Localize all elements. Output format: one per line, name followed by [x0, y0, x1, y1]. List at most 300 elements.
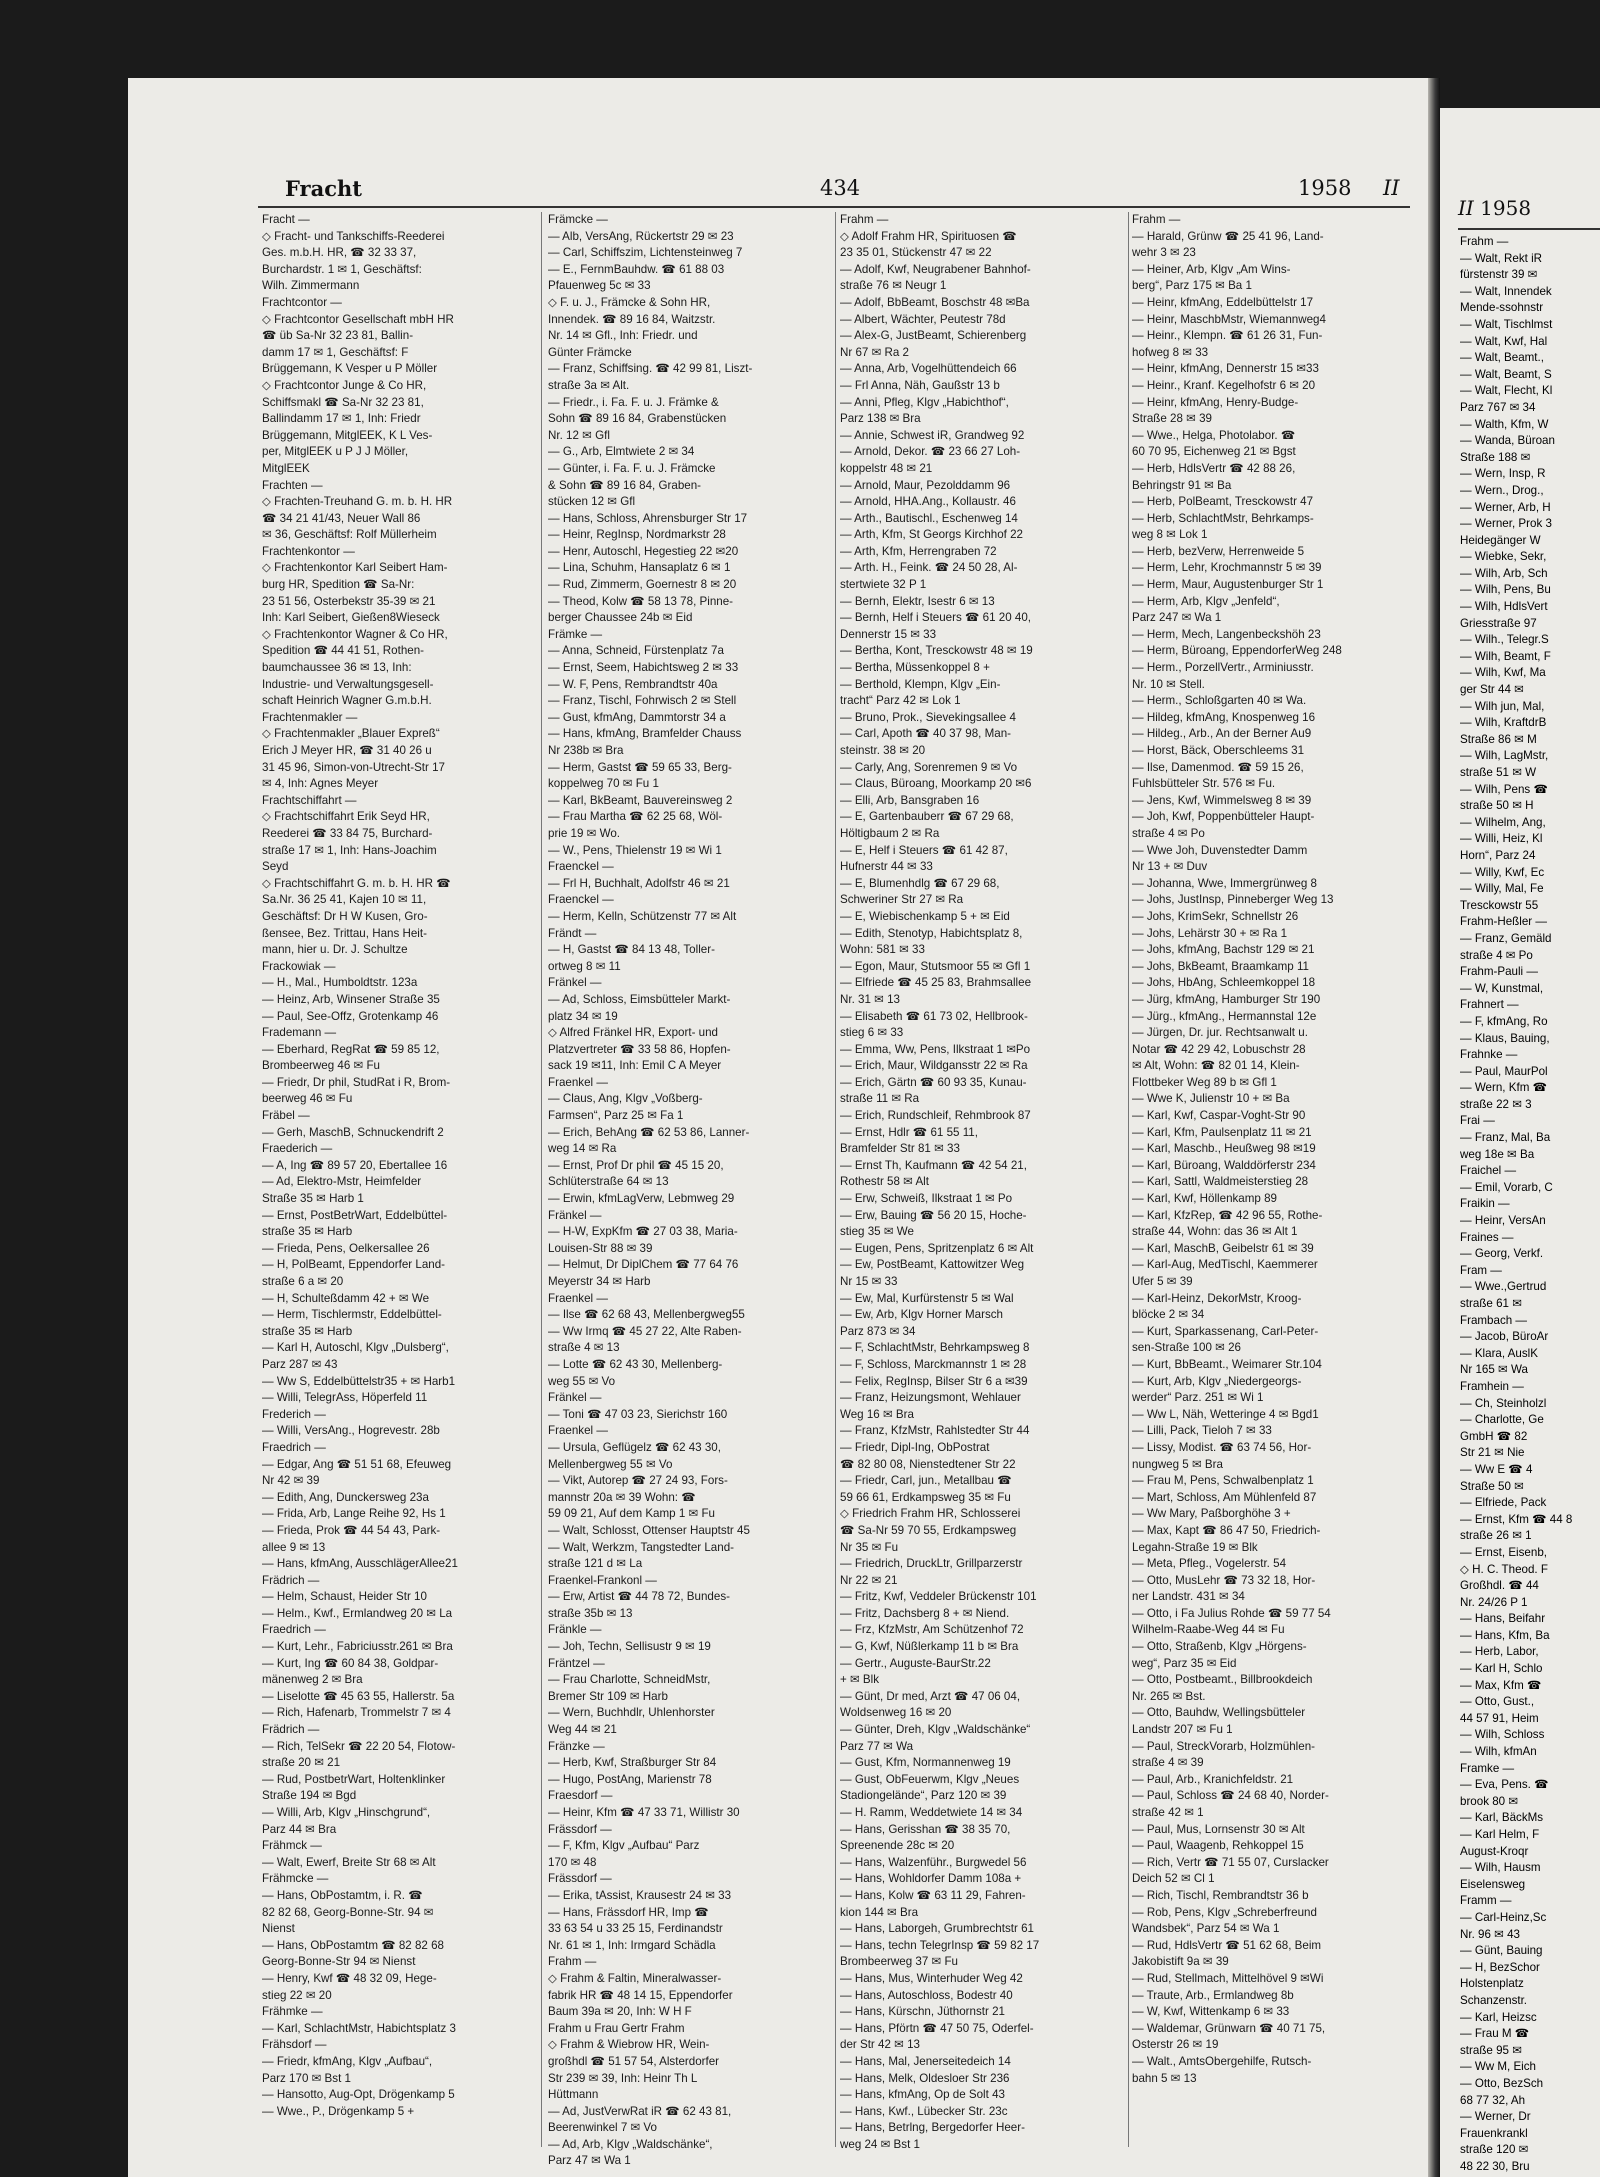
directory-entry-line: — Bernh, Helf i Steuers ☎ 61 20 40,: [840, 611, 1032, 625]
directory-entry-line: straße 4 ✉ 13: [548, 1341, 620, 1355]
directory-entry-line: Nr 13 + ✉ Duv: [1132, 860, 1208, 874]
directory-entry-line: — Otto, BezSch: [1460, 2076, 1544, 2090]
directory-entry-line: Frahm —: [840, 213, 889, 226]
directory-entry-line: — Heinr, Kfm ☎ 47 33 71, Willistr 30: [548, 1806, 740, 1819]
directory-entry-line: — Wern, Insp, R: [1460, 467, 1546, 481]
directory-entry-line: Fraedrich —: [262, 1623, 326, 1637]
directory-entry-line: straße 20 ✉ 21: [262, 1756, 341, 1770]
directory-entry-line: — Günter, Dreh, Klgv „Waldschänke“: [840, 1723, 1031, 1737]
directory-entry-line: — E, Helf i Steuers ☎ 61 42 87,: [840, 843, 1008, 857]
directory-entry-line: — Wilh, KraftdrB: [1460, 716, 1547, 730]
directory-entry-line: ☎ Sa-Nr 59 70 55, Erdkampsweg: [840, 1523, 1017, 1537]
directory-entry-line: — Arnold, Dekor. ☎ 23 66 27 Loh-: [840, 445, 1021, 459]
directory-entry-line: Wilh. Zimmermann: [262, 279, 360, 293]
directory-entry-line: — Wwe., P., Drögenkamp 5 +: [262, 2104, 415, 2118]
directory-entry-line: Främcke —: [548, 213, 608, 226]
directory-entry-line: — Ww S, Eddelbüttelstr35 + ✉ Harb1: [262, 1374, 456, 1388]
directory-entry-line: — Karl H, Schlo: [1460, 1662, 1543, 1676]
directory-entry-line: Weg 16 ✉ Bra: [840, 1407, 914, 1421]
directory-entry-line: Heidegänger W: [1460, 533, 1541, 547]
directory-entry-line: Frahm-Pauli —: [1460, 965, 1538, 979]
directory-entry-line: ✉ Alt, Wohn: ☎ 82 01 14, Klein-: [1132, 1059, 1300, 1073]
directory-entry-line: — Otto, i Fa Julius Rohde ☎ 59 77 54: [1132, 1606, 1331, 1620]
directory-entry-line: — Johs, Lehärstr 30 + ✉ Ra 1: [1132, 926, 1288, 940]
directory-entry-line: Nr 35 ✉ Fu: [840, 1540, 899, 1554]
directory-entry-line: Frambach —: [1460, 1313, 1528, 1327]
directory-entry-line: — Lissy, Modist. ☎ 63 74 56, Hor-: [1132, 1440, 1312, 1454]
directory-entry-line: Griesstraße 97: [1460, 616, 1537, 630]
directory-entry-line: ◇ Frachtenkontor Wagner & Co HR,: [262, 627, 448, 641]
directory-entry-line: — Harald, Grünw ☎ 25 41 96, Land-: [1132, 229, 1324, 243]
directory-entry-line: — H, PolBeamt, Eppendorfer Land-: [262, 1258, 446, 1272]
entry-list: [1460, 234, 1600, 2175]
directory-entry-line: — Karl, Kwf, Höllenkamp 89: [1132, 1192, 1277, 1206]
directory-entry-line: — Willi, Arb, Klgv „Hinschgrund“,: [262, 1806, 431, 1819]
directory-entry-line: Parz 247 ✉ Wa 1: [1132, 611, 1222, 625]
directory-entry-line: Parz 170 ✉ Bst 1: [262, 2071, 351, 2085]
directory-entry-line: + ✉ Blk: [840, 1673, 880, 1687]
directory-entry-line: Frahnke —: [1460, 1048, 1518, 1062]
directory-entry-line: — Wilh, Schloss: [1460, 1728, 1545, 1742]
directory-entry-line: — Eugen, Pens, Spritzenplatz 6 ✉ Alt: [840, 1241, 1034, 1255]
directory-entry-line: allee 9 ✉ 13: [262, 1540, 326, 1554]
directory-entry-line: — Hans, Kürschn, Jüthornstr 21: [840, 2005, 1005, 2019]
directory-entry-line: Osterstr 26 ✉ 19: [1132, 2038, 1219, 2052]
directory-entry-line: Mellenbergweg 55 ✉ Vo: [548, 1457, 673, 1471]
directory-entry-line: Fraikin —: [1460, 1197, 1510, 1211]
directory-entry-line: — Willy, Mal, Fe: [1460, 882, 1544, 896]
directory-column-2: [548, 212, 831, 2168]
directory-entry-line: Fraenkel —: [548, 1291, 608, 1305]
directory-entry-line: — Hans, ObPostamtm ☎ 82 82 68: [262, 1938, 444, 1952]
directory-entry-line: Georg-Bonne-Str 94 ✉ Nienst: [262, 1955, 416, 1969]
directory-entry-line: stieg 22 ✉ 20: [262, 1988, 332, 2002]
directory-entry-line: Günter Främcke: [548, 345, 632, 359]
directory-entry-line: — Karl, Büroang, Walddörferstr 234: [1132, 1158, 1316, 1172]
directory-entry-line: nungweg 5 ✉ Bra: [1132, 1457, 1223, 1471]
directory-entry-line: — Mart, Schloss, Am Mühlenfeld 87: [1132, 1490, 1317, 1504]
directory-entry-line: — Emma, Ww, Pens, Ilkstraat 1 ✉Po: [840, 1042, 1031, 1056]
directory-entry-line: — Wilh, Kwf, Ma: [1460, 666, 1546, 680]
directory-entry-line: — H, Gastst ☎ 84 13 48, Toller-: [548, 943, 715, 957]
directory-entry-line: — Ursula, Geflügelz ☎ 62 43 30,: [548, 1440, 721, 1454]
directory-entry-line: — W, Kunstmal,: [1460, 981, 1544, 995]
directory-entry-line: — Herb, HdlsVertr ☎ 42 88 26,: [1132, 461, 1296, 475]
directory-entry-line: Wohn: 581 ✉ 33: [840, 943, 925, 957]
directory-entry-line: — Werner, Dr: [1460, 2110, 1531, 2124]
directory-entry-line: Brüggemann, MitglEEK, K L Ves-: [262, 428, 433, 442]
directory-entry-line: — W, Kwf, Wittenkamp 6 ✉ 33: [1132, 2005, 1290, 2019]
directory-entry-line: — Paul, See-Offz, Grotenkamp 46: [262, 1009, 439, 1023]
directory-entry-line: großhdl ☎ 51 57 54, Alsterdorfer: [548, 2054, 720, 2068]
directory-entry-line: — E, Gartenbauberr ☎ 67 29 68,: [840, 810, 1014, 824]
directory-entry-line: — Wilh, Pens, Bu: [1460, 583, 1551, 597]
right-page-column: [1460, 234, 1600, 2173]
directory-entry-line: — Klara, AuslK: [1460, 1346, 1538, 1360]
directory-entry-line: — Helmut, Dr DiplChem ☎ 77 64 76: [548, 1258, 739, 1272]
directory-entry-line: — Erw, Schweiß, Ilkstraat 1 ✉ Po: [840, 1192, 1013, 1206]
page-number: 434: [820, 176, 861, 200]
directory-entry-line: — Jürg., kfmAng., Hermannstal 12e: [1132, 1009, 1317, 1023]
directory-entry-line: — Walt, Kwf, Hal: [1460, 334, 1548, 348]
directory-entry-line: Frähsdorf —: [262, 2038, 327, 2052]
directory-entry-line: — Ad, Arb, Klgv „Waldschänke“,: [548, 2137, 713, 2151]
directory-entry-line: schaft Heinrich Wagner G.m.b.H.: [262, 694, 432, 708]
directory-entry-line: — Ernst, PostBetrWart, Eddelbüttel-: [262, 1208, 448, 1222]
directory-entry-line: — Johs, HbAng, Schleemkoppel 18: [1132, 976, 1316, 990]
directory-entry-line: — Kurt, Arb, Klgv „Niedergeorgs-: [1132, 1374, 1302, 1388]
directory-entry-line: blöcke 2 ✉ 34: [1132, 1308, 1205, 1322]
directory-entry-line: — Wanda, Büroan: [1460, 434, 1555, 448]
directory-entry-line: — Frau Martha ☎ 62 25 68, Wöl-: [548, 810, 723, 824]
directory-entry-line: 82 82 68, Georg-Bonne-Str. 94 ✉: [262, 1905, 434, 1919]
directory-entry-line: baumchaussee 36 ✉ 13, Inh:: [262, 661, 412, 675]
directory-entry-line: — Herb, SchlachtMstr, Behrkamps-: [1132, 511, 1314, 525]
directory-entry-line: — Berthold, Klempn, Klgv „Ein-: [840, 677, 1001, 691]
directory-entry-line: — W., Pens, Thielenstr 19 ✉ Wi 1: [548, 843, 722, 857]
directory-entry-line: 59 09 21, Auf dem Kamp 1 ✉ Fu: [548, 1507, 715, 1521]
directory-entry-line: fürstenstr 39 ✉: [1460, 268, 1538, 282]
directory-entry-line: — Hildeg, kfmAng, Knospenweg 16: [1132, 710, 1316, 724]
directory-entry-line: — Hans, Schloss, Ahrensburger Str 17: [548, 511, 748, 525]
directory-entry-line: — Henr, Autoschl, Hegestieg 22 ✉20: [548, 544, 739, 558]
directory-entry-line: — F, Schloss, Marckmannstr 1 ✉ 28: [840, 1357, 1027, 1371]
directory-entry-line: Behringstr 91 ✉ Ba: [1132, 478, 1232, 492]
directory-entry-line: bahn 5 ✉ 13: [1132, 2071, 1197, 2085]
directory-entry-line: — Joh, Kwf, Poppenbütteler Haupt-: [1132, 810, 1315, 824]
directory-entry-line: — Arth. H., Feink. ☎ 24 50 28, Al-: [840, 561, 1018, 575]
directory-entry-line: 23 51 56, Osterbekstr 35-39 ✉ 21: [262, 594, 436, 608]
directory-entry-line: — Erw, Bauing ☎ 56 20 15, Hoche-: [840, 1208, 1027, 1222]
directory-entry-line: berg“, Parz 175 ✉ Ba 1: [1132, 279, 1252, 293]
directory-entry-line: — Wilh, HdlsVert: [1460, 600, 1548, 614]
directory-entry-line: — Herm., Schloßgarten 40 ✉ Wa.: [1132, 694, 1307, 708]
directory-entry-line: 48 22 30, Bru: [1460, 2159, 1530, 2173]
directory-entry-line: ◇ Frachten-Treuhand G. m. b. H. HR: [262, 495, 453, 509]
directory-entry-line: — Hans, kfmAng, AusschlägerAllee21: [262, 1557, 458, 1571]
directory-entry-line: — Wilhelm, Ang,: [1460, 815, 1546, 829]
directory-entry-line: straße 51 ✉ W: [1460, 766, 1537, 779]
directory-entry-line: Fräntzel —: [548, 1656, 605, 1670]
directory-entry-line: — Rich, TelSekr ☎ 22 20 54, Flotow-: [262, 1739, 456, 1753]
directory-entry-line: straße 4 ✉ Po: [1460, 948, 1533, 962]
directory-entry-line: straße 4 ✉ Po: [1132, 826, 1205, 840]
directory-entry-line: Parz 287 ✉ 43: [262, 1357, 338, 1371]
directory-entry-line: — Hans, Autoschloss, Bodestr 40: [840, 1988, 1013, 2002]
directory-entry-line: Fraedrich —: [262, 1440, 326, 1454]
directory-entry-line: — Ernst, Seem, Habichtsweg 2 ✉ 33: [548, 661, 739, 675]
directory-entry-line: — Walth, Kfm, W: [1460, 417, 1549, 431]
directory-entry-line: — Otto, Straßenb, Klgv „Hörgens-: [1132, 1640, 1307, 1654]
directory-entry-line: Holstenplatz: [1460, 1977, 1524, 1991]
directory-entry-line: — Wilh, Pens ☎: [1460, 782, 1548, 796]
directory-entry-line: — Otto, Gust.,: [1460, 1695, 1535, 1709]
directory-entry-line: — Ww L, Näh, Wetteringe 4 ✉ Bgd1: [1132, 1407, 1319, 1421]
directory-entry-line: — Claus, Büroang, Moorkamp 20 ✉6: [840, 777, 1032, 791]
column-divider: [1128, 212, 1129, 2147]
directory-entry-line: — Johs, kfmAng, Bachstr 129 ✉ 21: [1132, 943, 1315, 957]
directory-entry-line: ◇ H. C. Theod. F: [1460, 1562, 1548, 1576]
directory-entry-line: straße 22 ✉ 3: [1460, 1097, 1532, 1111]
directory-entry-line: — Wwe., Helga, Photolabor. ☎: [1132, 428, 1296, 442]
directory-entry-line: — Karl, KfzRep, ☎ 42 96 55, Rothe-: [1132, 1208, 1323, 1222]
directory-entry-line: — Arth, Kfm, Herrengraben 72: [840, 544, 997, 558]
book-gutter: [1428, 78, 1440, 2177]
directory-entry-line: Nr 42 ✉ 39: [262, 1474, 320, 1488]
directory-entry-line: Fraenkel-Frankonl —: [548, 1573, 657, 1587]
directory-entry-line: Fraichel —: [1460, 1164, 1517, 1178]
directory-entry-line: — Karl, MaschB, Geibelstr 61 ✉ 39: [1132, 1241, 1314, 1255]
directory-entry-line: Nr. 14 ✉ Gfl., Inh: Friedr. und: [548, 329, 698, 343]
right-page-volume: II: [1458, 196, 1474, 220]
directory-entry-line: — Bertha, Müssenkoppel 8 +: [840, 661, 990, 675]
directory-entry-line: — Jürgen, Dr. jur. Rechtsanwalt u.: [1132, 1026, 1308, 1040]
directory-entry-line: — Traute, Arb., Ermlandweg 8b: [1132, 1988, 1294, 2002]
directory-entry-line: — Franz, Mal, Ba: [1460, 1131, 1551, 1145]
directory-entry-line: — Wwe.,Gertrud: [1460, 1280, 1547, 1294]
directory-entry-line: Frademann —: [262, 1026, 337, 1040]
directory-entry-line: — Hans, Beifahr: [1460, 1612, 1546, 1626]
directory-entry-line: — Waldemar, Grünwarn ☎ 40 71 75,: [1132, 2021, 1326, 2035]
directory-entry-line: Hüttmann: [548, 2088, 599, 2102]
right-header-rule: [1458, 228, 1600, 230]
directory-entry-line: — Anna, Schneid, Fürstenplatz 7a: [548, 644, 724, 658]
directory-entry-line: Frahm —: [1132, 213, 1181, 226]
directory-entry-line: Flottbeker Weg 89 b ✉ Gfl 1: [1132, 1075, 1277, 1089]
directory-entry-line: & Sohn ☎ 89 16 84, Graben-: [548, 478, 702, 492]
directory-entry-line: — Erw, Artist ☎ 44 78 72, Bundes-: [548, 1590, 730, 1604]
directory-entry-line: Frachtschiffahrt —: [262, 793, 357, 807]
directory-entry-line: wehr 3 ✉ 23: [1132, 246, 1196, 260]
directory-entry-line: — Paul, Mus, Lornsenstr 30 ✉ Alt: [1132, 1822, 1305, 1836]
directory-entry-line: — Klaus, Bauing,: [1460, 1031, 1550, 1045]
directory-entry-line: — Hans, Frässdorf HR, Imp ☎: [548, 1905, 709, 1919]
directory-entry-line: der Str 42 ✉ 13: [840, 2038, 920, 2052]
directory-entry-line: Fram —: [1460, 1263, 1502, 1277]
directory-entry-line: Brombeerweg 46 ✉ Fu: [262, 1059, 380, 1073]
directory-entry-line: — Hildeg., Arb., An der Berner Au9: [1132, 727, 1312, 741]
directory-entry-line: straße 26 ✉ 1: [1460, 1529, 1532, 1543]
directory-entry-line: — Hans, Mal, Jenerseitedeich 14: [840, 2054, 1011, 2068]
directory-entry-line: — Herm, Gastst ☎ 59 65 33, Berg-: [548, 760, 732, 774]
directory-entry-line: — F, SchlachtMstr, Behrkampsweg 8: [840, 1341, 1030, 1355]
directory-entry-line: Legahn-Straße 19 ✉ Blk: [1132, 1540, 1258, 1554]
directory-entry-line: — Ernst, Prof Dr phil ☎ 45 15 20,: [548, 1158, 724, 1172]
directory-entry-line: Burchardstr. 1 ✉ 1, Geschäftsf:: [262, 262, 422, 276]
directory-entry-line: platz 34 ✉ 19: [548, 1009, 618, 1023]
directory-entry-line: straße 35b ✉ 13: [548, 1606, 633, 1620]
directory-entry-line: — Friedr, Dr phil, StudRat i R, Brom-: [262, 1075, 451, 1089]
directory-entry-line: — Alex-G, JustBeamt, Schierenberg: [840, 329, 1027, 343]
directory-entry-line: Parz 44 ✉ Bra: [262, 1822, 337, 1836]
directory-entry-line: — Heinr, kfmAng, Henry-Budge-: [1132, 395, 1299, 409]
directory-entry-line: Mende-ssohnstr: [1460, 301, 1544, 315]
directory-entry-line: ◇ Frahm & Wiebrow HR, Wein-: [548, 2038, 710, 2052]
directory-entry-line: ßensee, Bez. Trittau, Hans Heit-: [262, 926, 427, 940]
directory-entry-line: Frähmck —: [262, 1839, 322, 1853]
directory-entry-line: — Karl, BkBeamt, Bauvereinsweg 2: [548, 793, 733, 807]
directory-entry-line: — Karl-Aug, MedTischl, Kaemmerer: [1132, 1258, 1318, 1272]
directory-column-4: [1132, 212, 1410, 2162]
directory-entry-line: — Hans, Laborgeh, Grumbrechtstr 61: [840, 1922, 1034, 1936]
directory-entry-line: Stadiongelände“, Parz 120 ✉ 39: [840, 1789, 1007, 1803]
directory-entry-line: — H, Schulteßdamm 42 + ✉ We: [262, 1291, 430, 1305]
directory-entry-line: — Vikt, Autorep ☎ 27 24 93, Fors-: [548, 1474, 728, 1488]
directory-entry-line: straße 121 d ✉ La: [548, 1557, 643, 1571]
directory-entry-line: — Otto, Bauhdw, Wellingsbütteler: [1132, 1706, 1306, 1720]
directory-entry-line: — Otto, Postbeamt., Billbrookdeich: [1132, 1673, 1313, 1687]
directory-entry-line: straße 42 ✉ 1: [1132, 1806, 1204, 1819]
directory-entry-line: — Frau M ☎: [1460, 2027, 1530, 2041]
directory-entry-line: Framke —: [1460, 1761, 1515, 1775]
directory-entry-line: Baum 39a ✉ 20, Inh: W H F: [548, 2005, 692, 2019]
running-head-year: 1958: [1298, 176, 1352, 200]
directory-entry-line: Dennerstr 15 ✉ 33: [840, 627, 937, 641]
directory-entry-line: Fraenckel —: [548, 860, 614, 874]
directory-entry-line: — Günt, Bauing: [1460, 1944, 1543, 1958]
directory-entry-line: weg 18e ✉ Ba: [1460, 1147, 1535, 1161]
directory-entry-line: — Georg, Verkf.: [1460, 1247, 1544, 1261]
directory-entry-line: Fraenkel —: [548, 1075, 608, 1089]
directory-entry-line: — Herb, Labor,: [1460, 1645, 1539, 1659]
directory-entry-line: Nr. 31 ✉ 13: [840, 992, 900, 1006]
directory-entry-line: — Meta, Pfleg., Vogelerstr. 54: [1132, 1557, 1287, 1571]
directory-entry-line: — Otto, MusLehr ☎ 73 32 18, Hor-: [1132, 1573, 1316, 1587]
directory-entry-line: Straße 50 ✉: [1460, 1479, 1524, 1493]
directory-entry-line: Str 21 ✉ Nie: [1460, 1446, 1525, 1460]
directory-entry-line: straße 35 ✉ Harb: [262, 1225, 353, 1239]
directory-entry-line: Nr. 61 ✉ 1, Inh: Irmgard Schädla: [548, 1938, 716, 1952]
directory-entry-line: Höltigbaum 2 ✉ Ra: [840, 826, 940, 840]
directory-entry-line: Frahm —: [548, 1955, 597, 1969]
directory-entry-line: straße 50 ✉ H: [1460, 799, 1534, 813]
directory-entry-line: — Hans, ObPostamtm, i. R. ☎: [262, 1888, 423, 1902]
directory-entry-line: — Hans, Kwf., Lübecker Str. 23c: [840, 2104, 1008, 2118]
directory-entry-line: — Karl Helm, F: [1460, 1828, 1540, 1841]
directory-entry-line: — Hans, Kfm, Ba: [1460, 1628, 1550, 1642]
directory-entry-line: — Claus, Ang, Klgv „Voßberg-: [548, 1092, 703, 1106]
directory-entry-line: — Johs, BkBeamt, Braamkamp 11: [1132, 959, 1309, 973]
directory-entry-line: sen-Straße 100 ✉ 26: [1132, 1341, 1241, 1355]
directory-entry-line: — Helm., Kwf., Ermlandweg 20 ✉ La: [262, 1606, 453, 1620]
directory-entry-line: — Horst, Bäck, Oberschleems 31: [1132, 744, 1305, 757]
directory-entry-line: 170 ✉ 48: [548, 1855, 597, 1869]
directory-entry-line: Weg 44 ✉ 21: [548, 1723, 617, 1737]
directory-entry-line: sack 19 ✉11, Inh: Emil C A Meyer: [548, 1059, 722, 1073]
directory-entry-line: — Paul, Arb., Kranichfeldstr. 21: [1132, 1772, 1294, 1786]
directory-entry-line: — Walt, Beamt, S: [1460, 367, 1552, 381]
directory-entry-line: — Hans, techn TelegrInsp ☎ 59 82 17: [840, 1938, 1040, 1952]
directory-entry-line: Nr. 10 ✉ Stell.: [1132, 677, 1205, 691]
directory-entry-line: GmbH ☎ 82: [1460, 1429, 1528, 1443]
directory-entry-line: ◇ Alfred Fränkel HR, Export- und: [548, 1026, 719, 1040]
directory-entry-line: — Herb, bezVerw, Herrenweide 5: [1132, 544, 1305, 558]
directory-entry-line: — Anni, Pfleg, Klgv „Habichthof“,: [840, 395, 1009, 409]
directory-entry-line: MitglEEK: [262, 461, 310, 475]
header-rule: [258, 206, 1410, 208]
directory-entry-line: mann, hier u. Dr. J. Schultze: [262, 943, 408, 957]
directory-entry-line: Nr. 96 ✉ 43: [1460, 1927, 1520, 1941]
directory-entry-line: Frässdorf —: [548, 1872, 612, 1886]
directory-entry-line: — Edith, Stenotyp, Habichtsplatz 8,: [840, 926, 1023, 940]
directory-entry-line: — Herm, Büroang, EppendorferWeg 248: [1132, 644, 1342, 658]
directory-entry-line: Platzvertreter ☎ 33 58 86, Hopfen-: [548, 1042, 731, 1056]
directory-entry-line: — Herm, Tischlermstr, Eddelbüttel-: [262, 1308, 442, 1322]
directory-entry-line: — Ew, PostBeamt, Kattowitzer Weg: [840, 1258, 1025, 1272]
directory-entry-line: straße 95 ✉: [1460, 2043, 1522, 2057]
directory-entry-line: — Alb, VersAng, Rückertstr 29 ✉ 23: [548, 229, 734, 243]
directory-entry-line: Spedition ☎ 44 41 51, Rothen-: [262, 644, 425, 658]
directory-entry-line: — Ch, Steinholzl: [1460, 1396, 1547, 1410]
directory-entry-line: Parz 77 ✉ Wa: [840, 1739, 914, 1753]
directory-entry-line: weg 14 ✉ Ra: [548, 1142, 617, 1156]
directory-entry-line: Nr. 12 ✉ Gfl: [548, 428, 610, 442]
directory-entry-line: — Willi, Heiz, Kl: [1460, 832, 1543, 846]
directory-entry-line: — Wilh, LagMstr,: [1460, 749, 1549, 763]
directory-entry-line: — Wilh jun, Mal,: [1460, 699, 1545, 713]
directory-entry-line: — Erich, Rundschleif, Rehmbrook 87: [840, 1109, 1031, 1123]
directory-entry-line: Frädrich —: [262, 1573, 320, 1587]
directory-entry-line: — Rud, Zimmerm, Goernestr 8 ✉ 20: [548, 578, 737, 592]
directory-entry-line: — Paul, Waagenb, Rehkoppel 15: [1132, 1839, 1304, 1853]
directory-entry-line: — Herm, Maur, Augustenburger Str 1: [1132, 578, 1324, 592]
directory-entry-line: — Ilse ☎ 62 68 43, Mellenbergweg55: [548, 1308, 745, 1322]
directory-entry-line: — Heinr, RegInsp, Nordmarkstr 28: [548, 528, 726, 542]
directory-entry-line: mänenweg 2 ✉ Bra: [262, 1673, 363, 1687]
directory-entry-line: — Wwe K, Julienstr 10 + ✉ Ba: [1132, 1092, 1290, 1106]
directory-entry-line: — Elfriede, Pack: [1460, 1496, 1547, 1510]
directory-entry-line: — A, Ing ☎ 89 57 20, Ebertallee 16: [262, 1158, 448, 1172]
directory-entry-line: Fraines —: [1460, 1230, 1514, 1244]
directory-entry-line: Großhdl. ☎ 44: [1460, 1579, 1539, 1593]
directory-entry-line: — H. Ramm, Weddetwiete 14 ✉ 34: [840, 1806, 1023, 1819]
directory-entry-line: — Erich, BehAng ☎ 62 53 86, Lanner-: [548, 1125, 750, 1139]
entry-list: [840, 212, 1124, 2153]
directory-entry-line: — F, kfmAng, Ro: [1460, 1014, 1548, 1028]
directory-entry-line: — Rich, Vertr ☎ 71 55 07, Curslacker: [1132, 1855, 1329, 1869]
directory-entry-line: — Heinr, VersAn: [1460, 1214, 1546, 1228]
directory-entry-line: Fraenkel —: [548, 1424, 608, 1438]
directory-entry-line: koppelweg 70 ✉ Fu 1: [548, 777, 659, 791]
directory-entry-line: Seyd: [262, 860, 289, 874]
directory-entry-line: Frackowiak —: [262, 959, 336, 973]
directory-entry-line: 68 77 32, Ah: [1460, 2093, 1526, 2107]
directory-entry-line: stieg 35 ✉ We: [840, 1225, 914, 1239]
directory-entry-line: — Hans, Wohldorfer Damm 108a +: [840, 1872, 1022, 1886]
directory-entry-line: Sa.Nr. 36 25 41, Kajen 10 ✉ 11,: [262, 893, 427, 907]
directory-entry-line: ☎ üb Sa-Nr 32 23 81, Ballin-: [262, 329, 414, 343]
directory-entry-line: straße 17 ✉ 1, Inh: Hans-Joachim: [262, 843, 437, 857]
directory-entry-line: — Ad, Schloss, Eimsbütteler Markt-: [548, 992, 731, 1006]
directory-entry-line: — Herm, Lehr, Krochmannstr 5 ✉ 39: [1132, 561, 1322, 575]
directory-entry-line: Fränkel —: [548, 1391, 602, 1405]
running-head-volume: II: [1383, 176, 1400, 200]
directory-entry-line: 23 35 01, Stückenstr 47 ✉ 22: [840, 246, 992, 260]
directory-entry-line: — Jürg, kfmAng, Hamburger Str 190: [1132, 992, 1321, 1006]
directory-entry-line: hofweg 8 ✉ 33: [1132, 345, 1209, 359]
directory-entry-line: — Rud, Stellmach, Mittelhövel 9 ✉Wi: [1132, 1971, 1324, 1985]
directory-entry-line: — E, Blumenhdlg ☎ 67 29 68,: [840, 876, 1000, 890]
directory-entry-line: berger Chaussee 24b ✉ Eid: [548, 611, 693, 625]
directory-entry-line: straße 120 ✉: [1460, 2143, 1529, 2157]
directory-entry-line: — Werner, Arb, H: [1460, 500, 1551, 514]
directory-entry-line: Ges. m.b.H. HR, ☎ 32 33 37,: [262, 246, 417, 260]
directory-entry-line: ◇ Frachtcontor Gesellschaft mbH HR: [262, 312, 454, 326]
directory-entry-line: Schweriner Str 27 ✉ Ra: [840, 893, 964, 907]
directory-entry-line: — Eberhard, RegRat ☎ 59 85 12,: [262, 1042, 440, 1056]
directory-entry-line: straße 11 ✉ Ra: [840, 1092, 920, 1106]
column-divider: [541, 212, 542, 2147]
